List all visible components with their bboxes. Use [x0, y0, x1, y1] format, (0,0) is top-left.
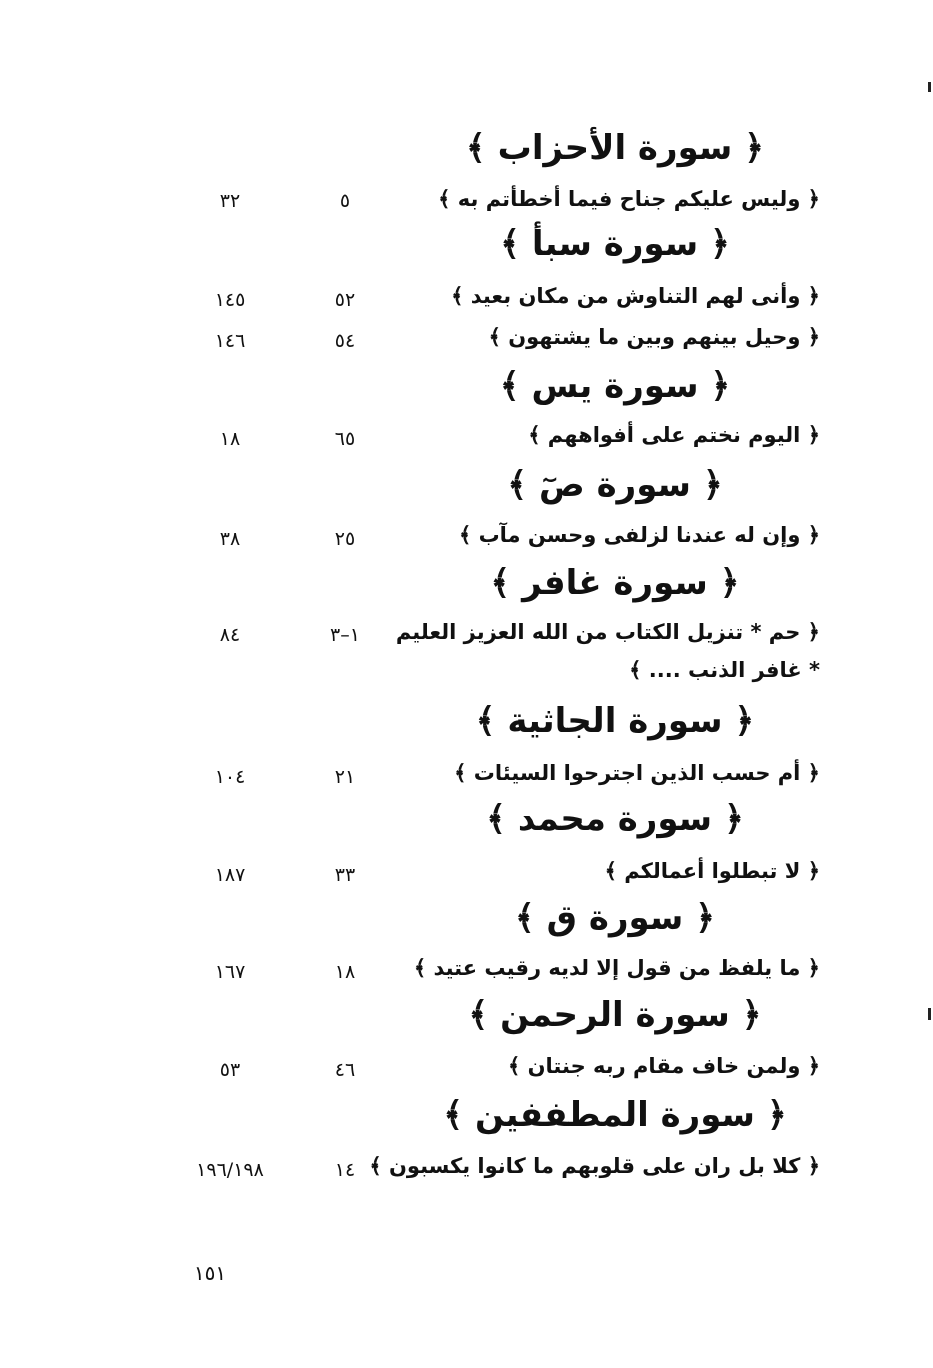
ayah-number: ١٤: [334, 1159, 356, 1181]
verse-text: ﴿ وأنى لهم التناوش من مكان بعيد ﴾: [451, 284, 820, 308]
verse-text: ﴿ وحيل بينهم وبين ما يشتهون ﴾: [488, 325, 820, 349]
verse-text: ﴿ أم حسب الذين اجترحوا السيئات ﴾: [454, 761, 820, 785]
page-reference: ١٤٦: [214, 330, 246, 352]
ayah-number: ١–٣: [330, 624, 360, 646]
scan-edge-mark: [928, 1008, 931, 1020]
ayah-number: ٥٤: [334, 330, 356, 352]
surah-title-jathiya: ﴿ سورة الجاثية ﴾: [475, 701, 755, 741]
surah-title-ahzab: ﴿ سورة الأحزاب ﴾: [465, 128, 765, 168]
page-reference: ١٩٦/١٩٨: [196, 1159, 264, 1181]
ayah-number: ٣٣: [334, 864, 356, 886]
surah-title-mutaffifin: ﴿ سورة المطففين ﴾: [443, 1095, 787, 1135]
ayah-number: ٥: [339, 190, 351, 212]
surah-title-rahman: ﴿ سورة الرحمن ﴾: [468, 995, 762, 1035]
verse-text: ﴿ ما يلفظ من قول إلا لديه رقيب عتيد ﴾: [413, 956, 820, 980]
surah-title-qaf: ﴿ سورة ق ﴾: [514, 898, 716, 938]
ayah-number: ٥٢: [334, 289, 356, 311]
page-reference: ٣٨: [219, 528, 241, 550]
page-reference: ١٠٤: [214, 766, 246, 788]
verse-text: ﴿ اليوم نختم على أفواههم ﴾: [528, 423, 820, 447]
surah-title-ghafir: ﴿ سورة غافر ﴾: [490, 563, 740, 603]
page-reference: ٨٤: [219, 624, 241, 646]
surah-title-yasin: ﴿ سورة يس ﴾: [499, 366, 731, 406]
page-reference: ٥٣: [219, 1059, 241, 1081]
verse-text: ﴿ ولمن خاف مقام ربه جنتان ﴾: [508, 1054, 820, 1078]
page-reference: ١٨٧: [214, 864, 246, 886]
page-reference: ١٦٧: [214, 961, 246, 983]
verse-text: ﴿ وإن له عندنا لزلفى وحسن مآب ﴾: [458, 523, 820, 547]
page-number: ١٥١: [193, 1261, 227, 1285]
page-reference: ١٤٥: [214, 289, 246, 311]
verse-text-continued: * غافر الذنب .... ﴾: [629, 658, 820, 682]
scan-edge-mark: [928, 82, 931, 92]
verse-text: ﴿ كلا بل ران على قلوبهم ما كانوا يكسبون ﴾: [369, 1154, 820, 1178]
ayah-number: ٤٦: [334, 1059, 356, 1081]
surah-title-muhammad: ﴿ سورة محمد ﴾: [486, 799, 744, 839]
ayah-number: ٢٥: [334, 528, 356, 550]
page-reference: ٣٢: [219, 190, 241, 212]
surah-title-saba: ﴿ سورة سبأ ﴾: [500, 224, 730, 264]
ayah-number: ٦٥: [334, 428, 356, 450]
surah-title-sad: ﴿ سورة صٓ ﴾: [507, 465, 723, 505]
verse-text: ﴿ وليس عليكم جناح فيما أخطأتم به ﴾: [438, 187, 820, 211]
verse-text: ﴿ حم * تنزيل الكتاب من الله العزيز العليم: [395, 620, 820, 644]
page-reference: ١٨: [219, 428, 241, 450]
verse-text: ﴿ لا تبطلوا أعمالكم ﴾: [604, 859, 820, 883]
ayah-number: ٢١: [334, 766, 356, 788]
ayah-number: ١٨: [334, 961, 356, 983]
